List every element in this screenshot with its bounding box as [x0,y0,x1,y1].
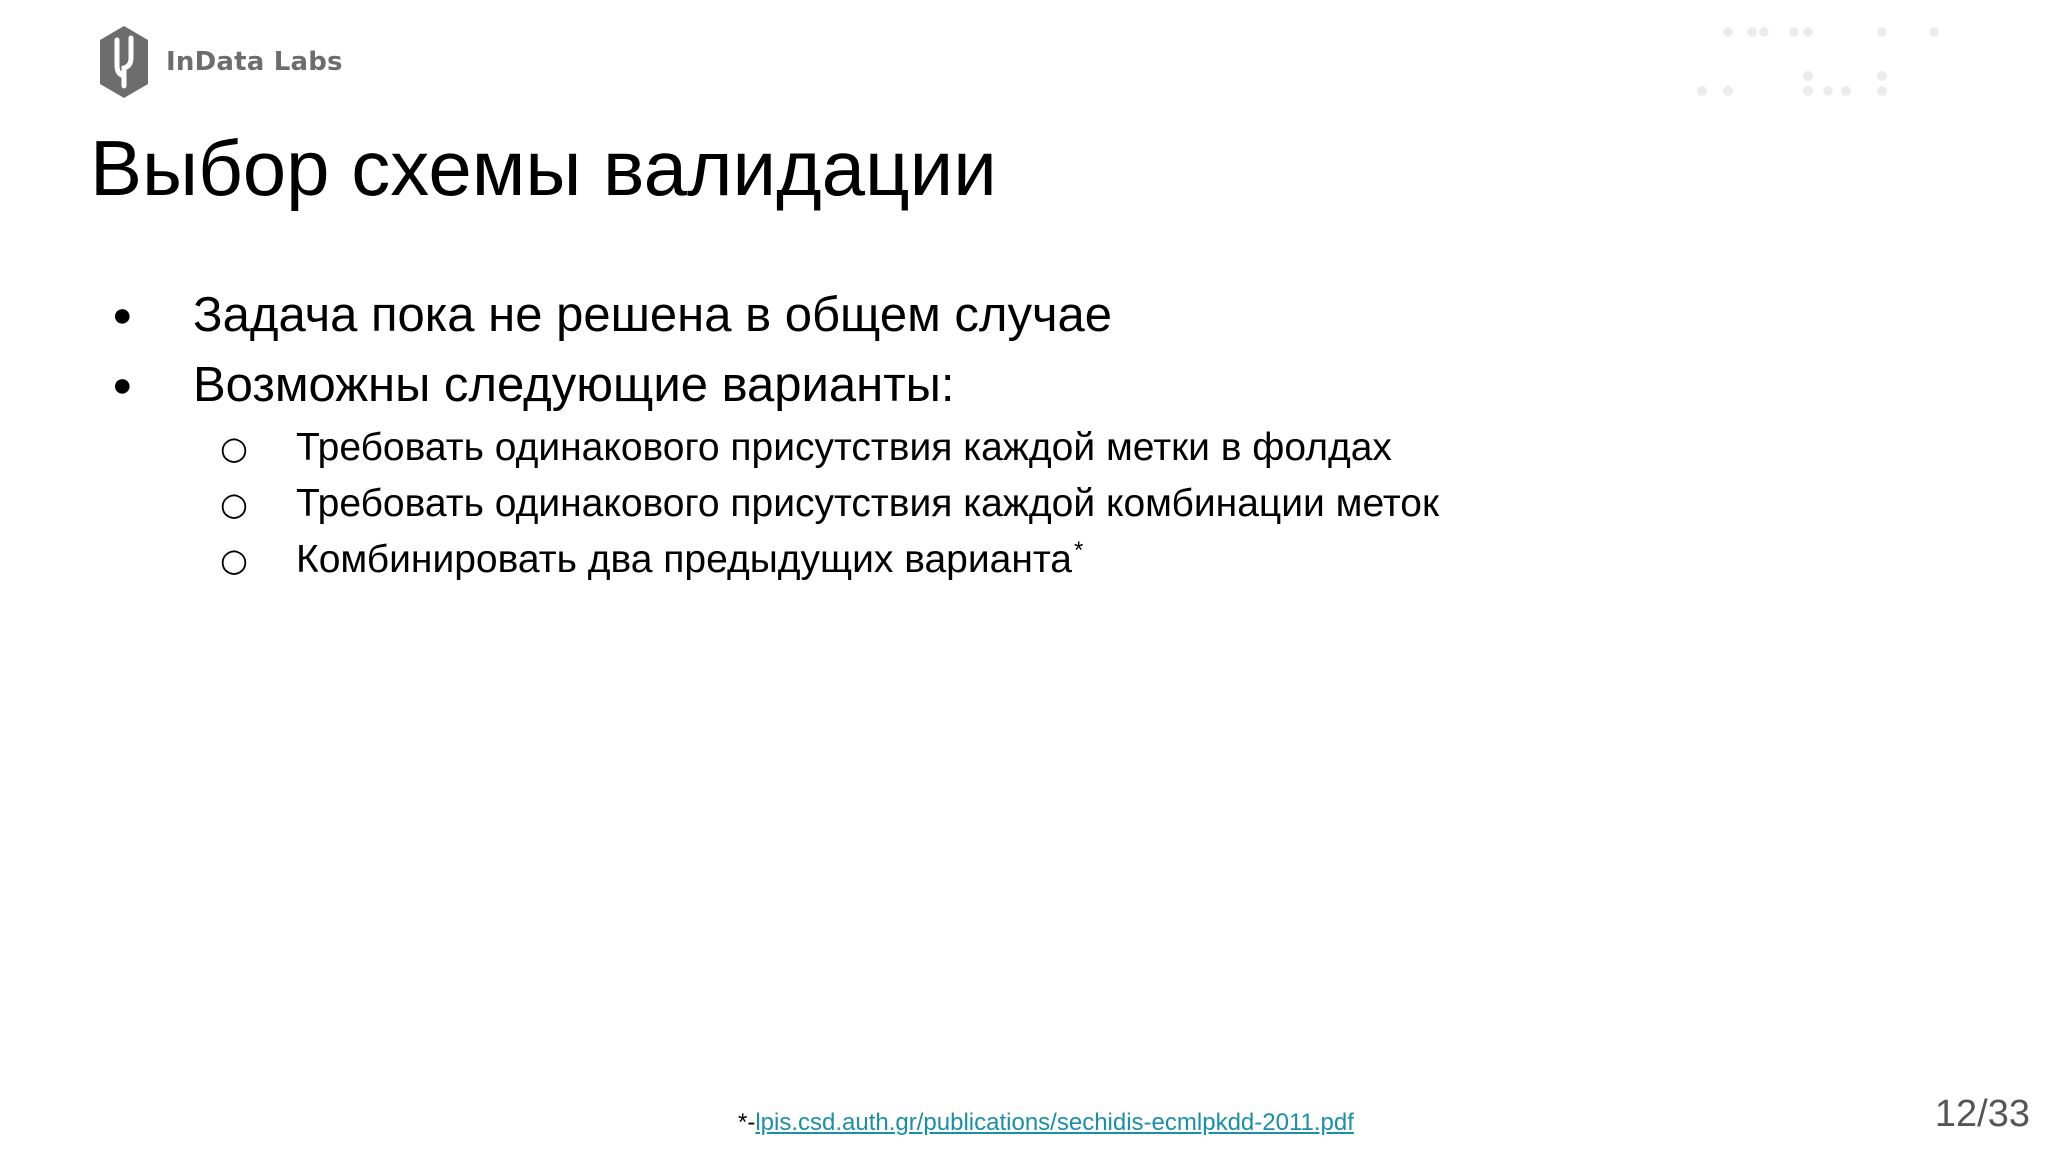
footnote-link[interactable]: lpis.csd.auth.gr/publications/sechidis-ecmlpkdd-2011.pdf [755,1109,1354,1136]
sub-bullet-item [0,532,1700,588]
bullet-item [0,350,1700,420]
bullet-text: Возможны следующие варианты: [193,358,955,412]
footnote [738,1108,1354,1138]
bullet-item [0,280,1700,350]
footnote-marker: * [1073,537,1084,564]
decorative-dots [1680,20,1960,100]
page-number: 12/33 [1934,1093,2030,1135]
sub-bullet-item [0,476,1700,532]
bullet-circle-icon: ○ [220,541,248,579]
sub-bullet-item [0,420,1700,476]
bullet-text: Задача пока не решена в общем случае [193,288,1112,342]
logo-text: InData Labs [166,47,343,77]
slide-title: Выбор схемы валидации [90,124,997,212]
bullet-circle-icon: ○ [220,485,248,523]
bullet-circle-icon: ○ [220,429,248,467]
footnote-prefix: *- [738,1109,756,1136]
sub-bullet-text: Требовать одинакового присутствия каждой комбинации меток [296,482,1440,525]
logo [100,26,343,98]
bullet-dot-icon: ● [112,296,133,334]
bullet-dot-icon: ● [112,366,133,404]
indata-labs-logo-icon [100,26,148,98]
bullet-list [0,280,1700,588]
sub-bullet-text: Комбинировать два предыдущих варианта [296,538,1072,581]
sub-bullet-text: Требовать одинакового присутствия каждой метки в фолдах [296,426,1392,469]
